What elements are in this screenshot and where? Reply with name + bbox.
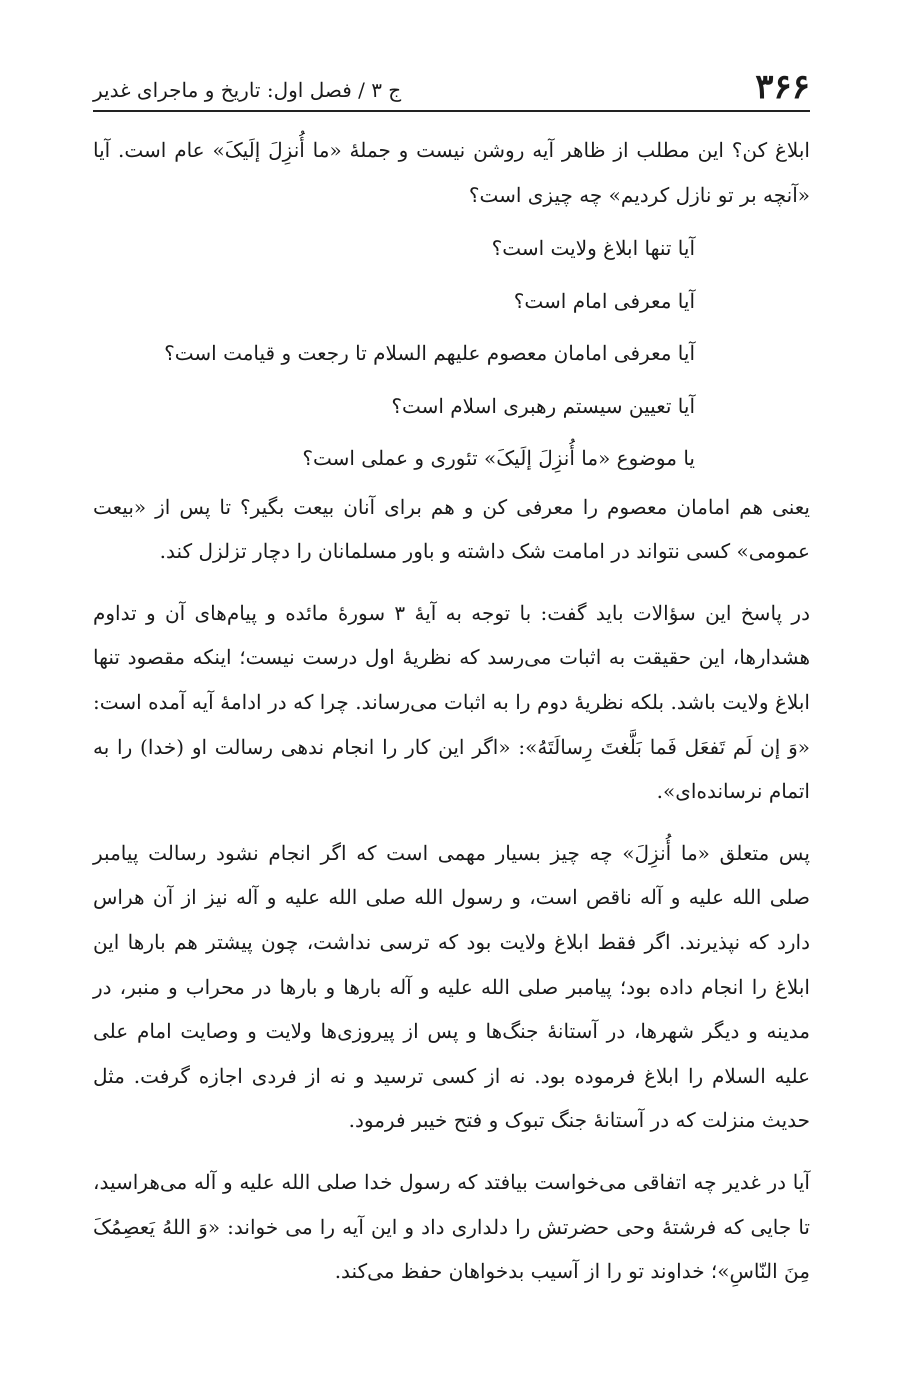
body-paragraph: یعنی هم امامان معصوم را معرفی کن و هم برای آنان بیعت بگیر؟ تا پس از «بیعت عمومی» کسی نتواند در امامت شک داشته و باور مسلمانان را دچار تزلزل کند. (93, 494, 810, 564)
question-item: آیا معرفی امامان معصوم علیهم السلام تا رجعت و قیامت است؟ (164, 341, 695, 366)
body-paragraph: آیا در غدیر چه اتفاقی می‌خواست بیافتد که رسول خدا صلی الله علیه و آله می‌هراسید، تا جایی که فرشتۀ وحی حضرتش را دلداری داد و این آیه را می خواند: «وَ اللهُ یَعصِمُکَ مِنَ النّاسِ»؛ خداوند تو را از آسیب بدخواهان حفظ می‌کند. (93, 1170, 810, 1284)
body-paragraph: در پاسخ این سؤالات باید گفت: با توجه به آیۀ ۳ سورۀ مائده و پیام‌های آن و تداوم هشدارها، این حقیقت به اثبات می‌رسد که نظریۀ اول درست نیست؛ اینکه مقصود تنها ابلاغ ولایت باشد. بلکه نظریۀ دوم را به اثبات می‌رساند. چرا که در ادامۀ آیه آمده است: «وَ إن لَم تَفعَل فَما بَلَّغتَ رِسالَتَهُ»: «اگر این کار را انجام ندهی رسالت او (خدا) را به اتمام نرسانده‌ای». (93, 600, 810, 804)
page-number: ۳۶۶ (755, 67, 810, 107)
page-header (93, 62, 810, 112)
intro-paragraph: ابلاغ کن؟ این مطلب از ظاهر آیه روشن نیست و جملۀ «ما أُنزِلَ إلَیکَ» عام است. آیا «آنچه بر تو نازل کردیم» چه چیزی است؟ (93, 138, 810, 207)
question-item: آیا تعیین سیستم رهبری اسلام است؟ (391, 393, 695, 418)
question-item: آیا معرفی امام است؟ (513, 288, 695, 313)
question-item: یا موضوع «ما أُنزِلَ إلَیکَ» تئوری و عملی است؟ (302, 446, 695, 471)
body-paragraph: پس متعلق «ما أُنزِلَ» چه چیز بسیار مهمی است که اگر انجام نشود رسالت پیامبر صلی الله علیه و آله ناقص است، و رسول الله صلی الله علیه و آله نیز از آن هراس دارد که نپذیرند. اگر فقط ابلاغ ولایت بود که ترسی نداشت، چون پیشتر هم بارها این ابلاغ را انجام داده بود؛ پیامبر صلی الله علیه و آله بارها و بارها در محراب و منبر، در مدینه و دیگر شهرها، در آستانۀ جنگ‌ها و پس از پیروزی‌ها ولایت و وصایت امام علی علیه السلام را ابلاغ فرموده بود. نه از کسی ترسید و نه از فردی اجازه گرفت. مثل حدیث منزلت که در آستانۀ جنگ تبوک و فتح خیبر فرمود. (93, 840, 810, 1133)
question-list (93, 222, 810, 485)
running-title: ج ۳ / فصل اول: تاریخ و ماجرای غدیر (93, 78, 402, 102)
page-body (93, 128, 810, 1294)
question-item: آیا تنها ابلاغ ولایت است؟ (491, 236, 695, 261)
